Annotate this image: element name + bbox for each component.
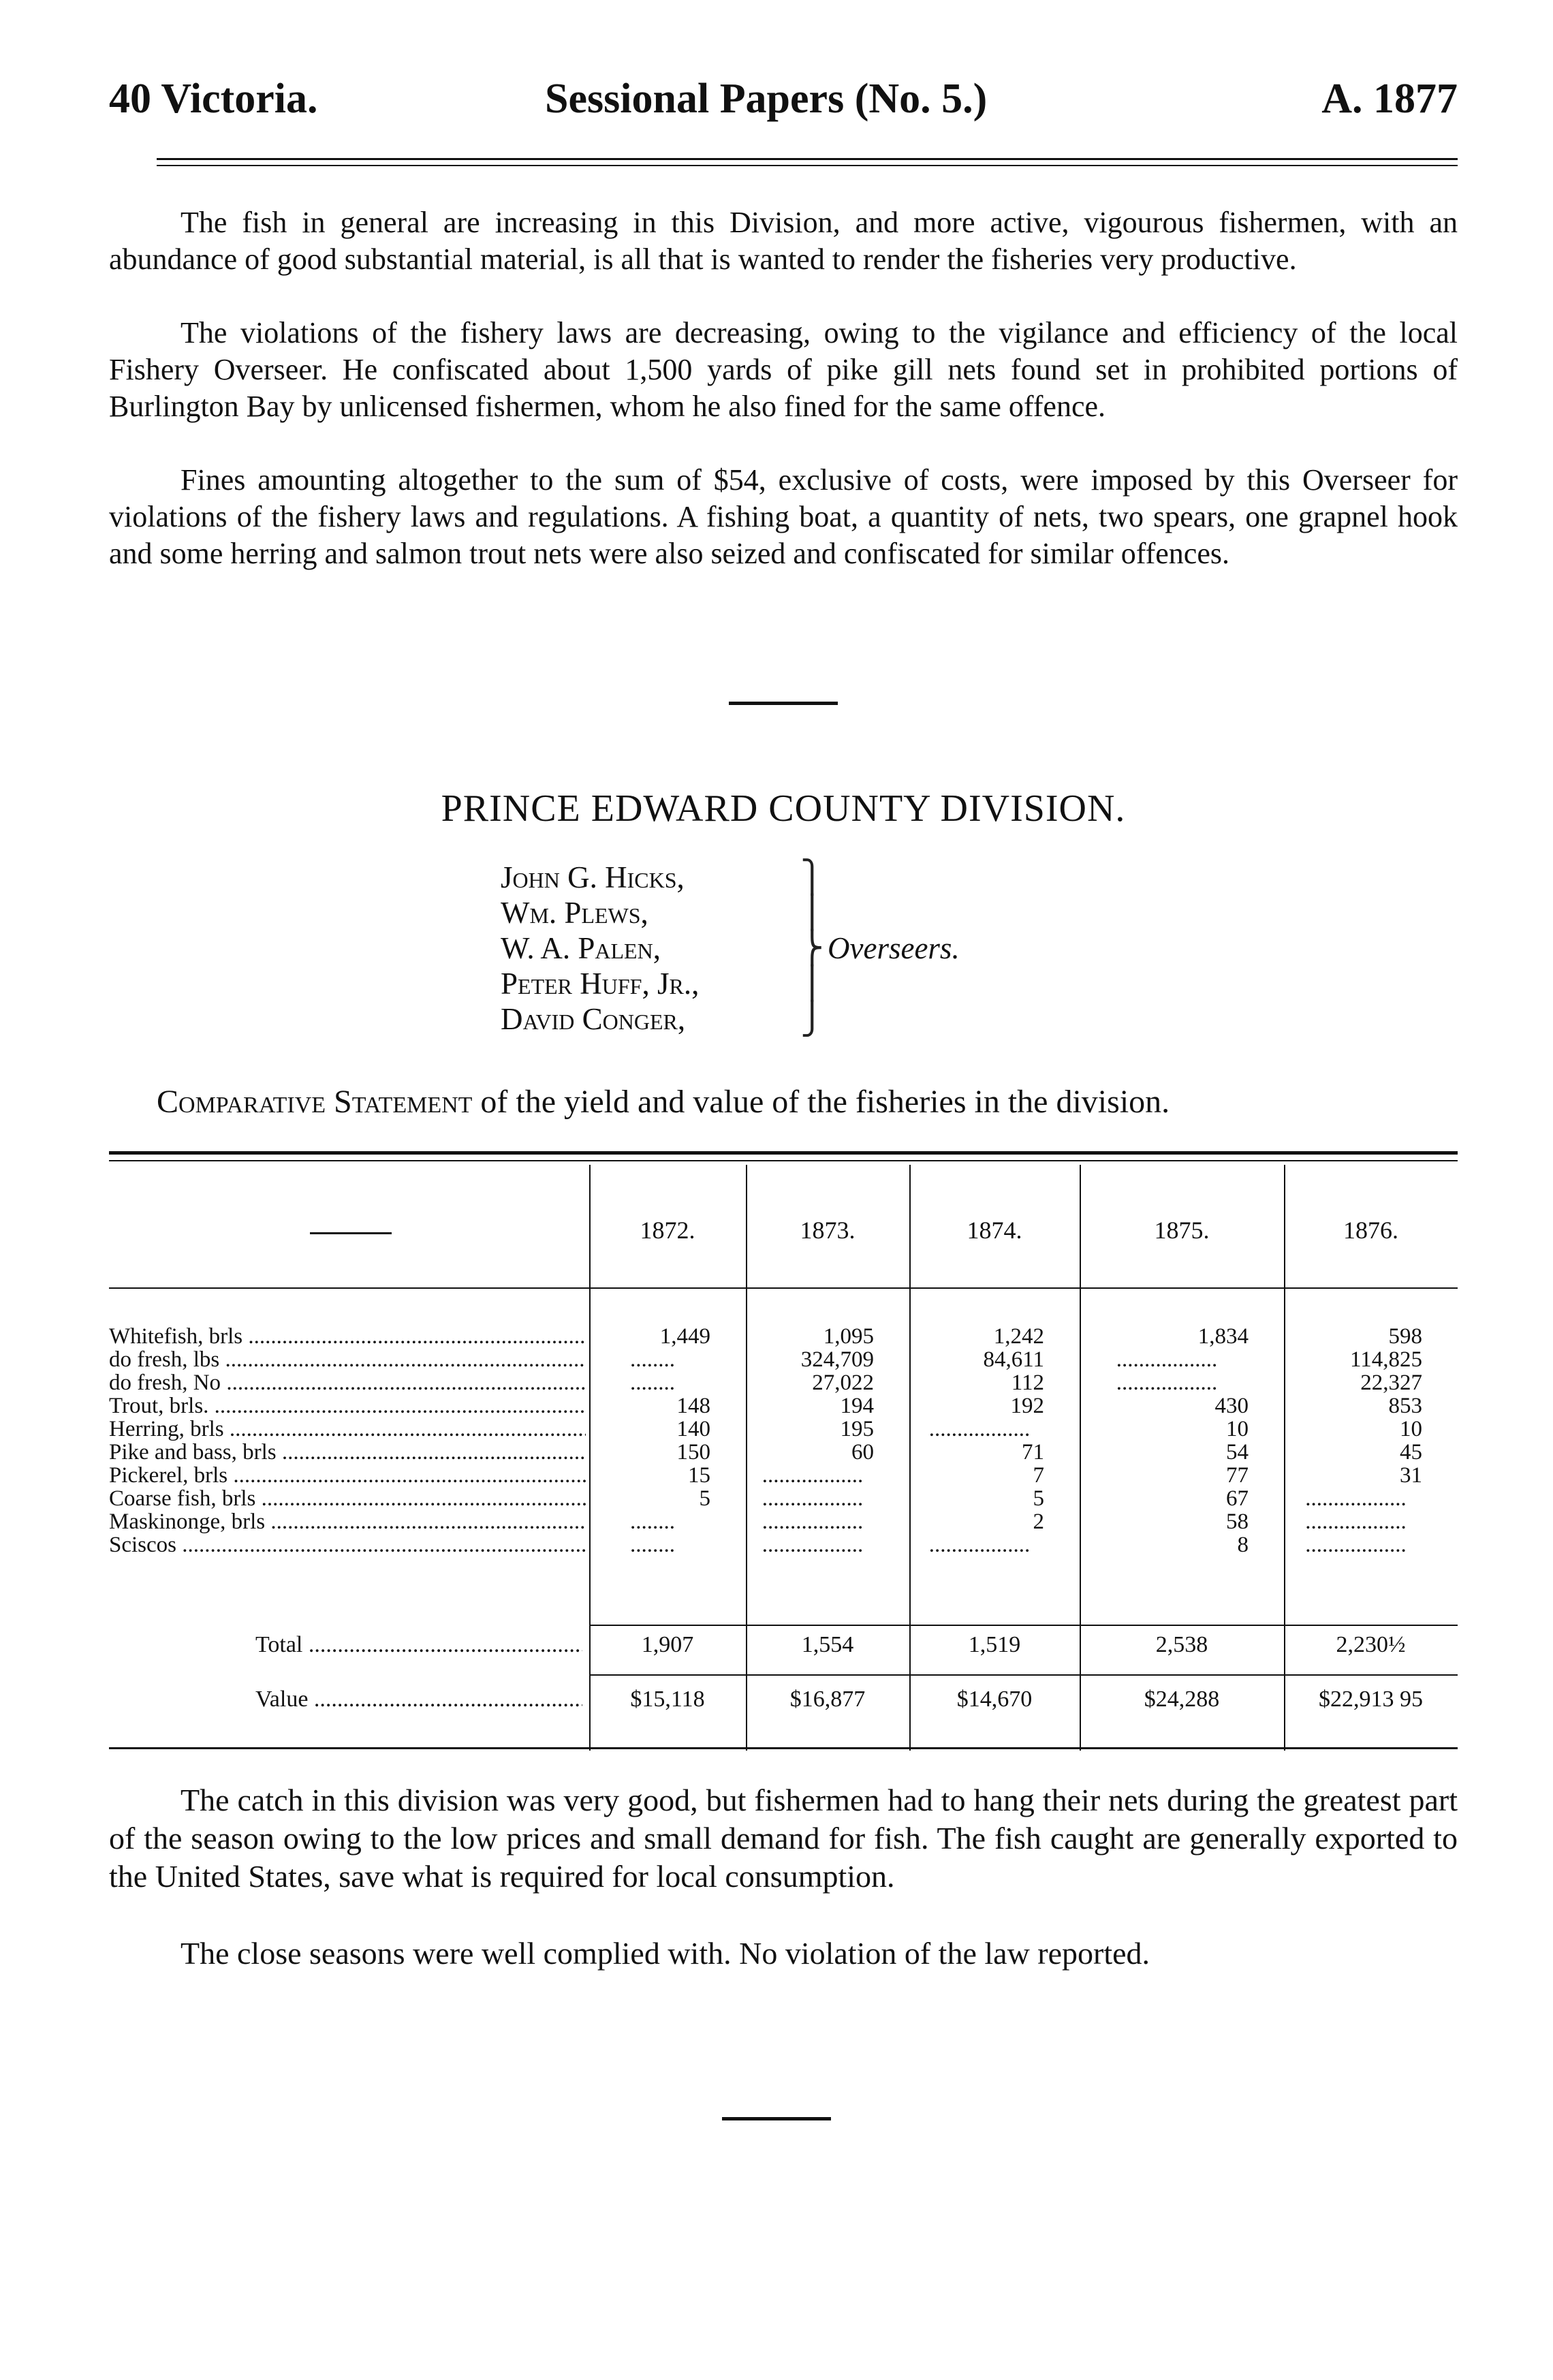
table-cell: 84,611 bbox=[983, 1347, 1044, 1372]
table-cell: 2 bbox=[1033, 1509, 1044, 1534]
table-cell: 22,327 bbox=[1360, 1371, 1422, 1395]
table-cell: 27,022 bbox=[812, 1371, 874, 1395]
row-label: Trout, brls. ..... bbox=[109, 1394, 586, 1418]
table-caption bbox=[157, 1083, 1519, 1121]
table-cell: 67 bbox=[1226, 1486, 1249, 1511]
table-cell: 15 bbox=[688, 1463, 710, 1488]
total-cell: 1,519 bbox=[968, 1632, 1021, 1657]
section-divider bbox=[729, 702, 838, 705]
overseer-name: Wm. Plews, bbox=[501, 896, 648, 930]
table-cell: 7 bbox=[1033, 1463, 1044, 1488]
row-label: Sciscos ..... bbox=[109, 1533, 586, 1556]
table-cell: 192 bbox=[1010, 1394, 1044, 1418]
closing-paragraph-2: The close seasons were well complied with. No violation of the law reported. bbox=[181, 1936, 1150, 1971]
header-dash bbox=[310, 1232, 392, 1234]
table-cell: .................. bbox=[928, 1533, 1031, 1557]
value-label: Value ..... bbox=[255, 1682, 582, 1717]
table-cell: 150 bbox=[676, 1440, 710, 1465]
value-cell: $14,670 bbox=[956, 1687, 1033, 1712]
running-header bbox=[109, 75, 1458, 129]
value-cell: $22,913 95 bbox=[1319, 1687, 1423, 1712]
intro-paragraph-2: The violations of the fishery laws are decreasing, owing to the vigilance and efficiency of the local Fishery Overseer. He confiscated about 1,500 yards of pike gill nets found set in prohibited portions of Burlington Bay by unlicensed fishermen, whom he also fined for the same offence. bbox=[109, 316, 1458, 423]
table-cell: 31 bbox=[1400, 1463, 1422, 1488]
table-row bbox=[109, 1371, 1458, 1394]
table-cell: 324,709 bbox=[800, 1347, 874, 1372]
overseers-list bbox=[501, 860, 1114, 1037]
overseer-name: W. A. Palen, bbox=[501, 931, 661, 965]
row-label: Pickerel, brls ..... bbox=[109, 1464, 586, 1487]
table-cell: 148 bbox=[676, 1394, 710, 1418]
header-rule bbox=[157, 158, 1458, 166]
value-rule bbox=[589, 1674, 1458, 1676]
table-cell: ........ bbox=[630, 1347, 675, 1372]
value-cell: $16,877 bbox=[789, 1687, 866, 1712]
table-cell: 5 bbox=[1033, 1486, 1044, 1511]
row-label: Herring, brls ..... bbox=[109, 1418, 586, 1441]
table-cell: 598 bbox=[1388, 1324, 1422, 1349]
table-cell: .................. bbox=[762, 1533, 864, 1557]
table-body bbox=[109, 1325, 1458, 1556]
year-header: 1874. bbox=[967, 1217, 1022, 1244]
row-label: Maskinonge, brls ..... bbox=[109, 1510, 586, 1533]
table-cell: 853 bbox=[1388, 1394, 1422, 1418]
row-label: do fresh, No ..... bbox=[109, 1371, 586, 1394]
table-cell: .................. bbox=[762, 1509, 864, 1534]
table-cell: .................. bbox=[928, 1417, 1031, 1441]
table-row bbox=[109, 1348, 1458, 1371]
closing-paragraph-1: The catch in this division was very good, but fishermen had to hang their nets during the greatest part of the season owing to the low prices and small demand for fish. The fish caught are generally exported to the United States, save what is required for local consumption. bbox=[109, 1783, 1458, 1894]
table-cell: 195 bbox=[840, 1417, 874, 1441]
table-caption-text: of the yield and value of the fisheries in the division. bbox=[472, 1084, 1170, 1120]
table-cell: 77 bbox=[1226, 1463, 1249, 1488]
table-cell: ........ bbox=[630, 1509, 675, 1534]
overseer-name: David Conger, bbox=[501, 1002, 686, 1036]
table-cell: 1,834 bbox=[1197, 1324, 1249, 1349]
end-divider bbox=[722, 2117, 831, 2120]
total-row bbox=[109, 1628, 1458, 1662]
table-cell: 194 bbox=[840, 1394, 874, 1418]
table-bottom-rule bbox=[109, 1747, 1458, 1749]
table-cell: 10 bbox=[1400, 1417, 1422, 1441]
table-cell: .................. bbox=[762, 1486, 864, 1511]
table-cell: 1,449 bbox=[659, 1324, 710, 1349]
overseers-role: Overseers. bbox=[828, 931, 960, 965]
brace: ⎫ ⎪ ⎬ ⎪ ⎭ bbox=[800, 860, 824, 1036]
header-title: Sessional Papers (No. 5.) bbox=[545, 76, 988, 122]
table-cell: .................. bbox=[1116, 1347, 1218, 1372]
row-label: Pike and bass, brls ..... bbox=[109, 1441, 586, 1464]
division-title: PRINCE EDWARD COUNTY DIVISION. bbox=[441, 787, 1126, 830]
table-row bbox=[109, 1418, 1458, 1441]
intro-paragraph-3: Fines amounting altogether to the sum of $54, exclusive of costs, were imposed by this Overseer for violations of the fishery laws and regulations. A fishing boat, a quantity of nets, two spears, one grapnel hook and some herring and salmon trout nets were also seized and confiscated for similar offences. bbox=[109, 463, 1458, 570]
total-cell: 1,554 bbox=[801, 1632, 854, 1657]
table-cell: ........ bbox=[630, 1371, 675, 1395]
table-row bbox=[109, 1394, 1458, 1418]
table-row bbox=[109, 1325, 1458, 1348]
table-cell: 45 bbox=[1400, 1440, 1422, 1465]
year-header: 1872. bbox=[640, 1217, 695, 1244]
table-cell: 430 bbox=[1214, 1394, 1249, 1418]
total-cell: 2,538 bbox=[1155, 1632, 1208, 1657]
table-header-row bbox=[109, 1216, 1458, 1257]
table-row bbox=[109, 1441, 1458, 1464]
table-cell: 8 bbox=[1237, 1533, 1249, 1557]
overseer-name: John G. Hicks, bbox=[501, 860, 685, 894]
table-row bbox=[109, 1464, 1458, 1487]
table-cell: .................. bbox=[1305, 1533, 1407, 1557]
table-cell: 140 bbox=[676, 1417, 710, 1441]
table-cell: 54 bbox=[1226, 1440, 1249, 1465]
row-label: do fresh, lbs ..... bbox=[109, 1348, 586, 1371]
total-rule bbox=[589, 1625, 1458, 1626]
table-header-rule bbox=[109, 1287, 1458, 1289]
table-cell: .................. bbox=[762, 1463, 864, 1488]
overseer-name: Peter Huff, Jr., bbox=[501, 967, 700, 1001]
table-cell: .................. bbox=[1116, 1371, 1218, 1395]
table-cell: 71 bbox=[1022, 1440, 1044, 1465]
header-year: A. 1877 bbox=[1321, 76, 1458, 122]
table-cell: 114,825 bbox=[1349, 1347, 1422, 1372]
value-cell: $15,118 bbox=[630, 1687, 705, 1712]
year-header: 1873. bbox=[800, 1217, 856, 1244]
table-cell: 112 bbox=[1011, 1371, 1044, 1395]
table-cell: 5 bbox=[699, 1486, 710, 1511]
value-row bbox=[109, 1682, 1458, 1717]
table-cell: 58 bbox=[1226, 1509, 1249, 1534]
year-header: 1876. bbox=[1343, 1217, 1398, 1244]
table-cell: .................. bbox=[1305, 1509, 1407, 1534]
row-label: Whitefish, brls ..... bbox=[109, 1325, 586, 1348]
table-cell: 10 bbox=[1226, 1417, 1249, 1441]
intro-paragraph-1: The fish in general are increasing in this Division, and more active, vigourous fishermen, with an abundance of good substantial material, is all that is wanted to render the fisheries very productive. bbox=[109, 206, 1458, 276]
year-header: 1875. bbox=[1154, 1217, 1210, 1244]
table-cell: .................. bbox=[1305, 1486, 1407, 1511]
header-session: 40 Victoria. bbox=[109, 76, 318, 122]
table-caption-title: Comparative Statement bbox=[157, 1084, 473, 1120]
table-cell: 1,095 bbox=[823, 1324, 874, 1349]
table-top-rule bbox=[109, 1151, 1458, 1161]
total-label: Total ..... bbox=[255, 1628, 582, 1662]
table-row bbox=[109, 1510, 1458, 1533]
row-label: Coarse fish, brls ..... bbox=[109, 1487, 586, 1510]
table-cell: 1,242 bbox=[993, 1324, 1044, 1349]
total-cell: 2,230½ bbox=[1336, 1632, 1406, 1657]
table-cell: ........ bbox=[630, 1533, 675, 1557]
value-cell: $24,288 bbox=[1144, 1687, 1220, 1712]
total-cell: 1,907 bbox=[641, 1632, 694, 1657]
table-row bbox=[109, 1533, 1458, 1556]
table-cell: 60 bbox=[851, 1440, 874, 1465]
table-row bbox=[109, 1487, 1458, 1510]
